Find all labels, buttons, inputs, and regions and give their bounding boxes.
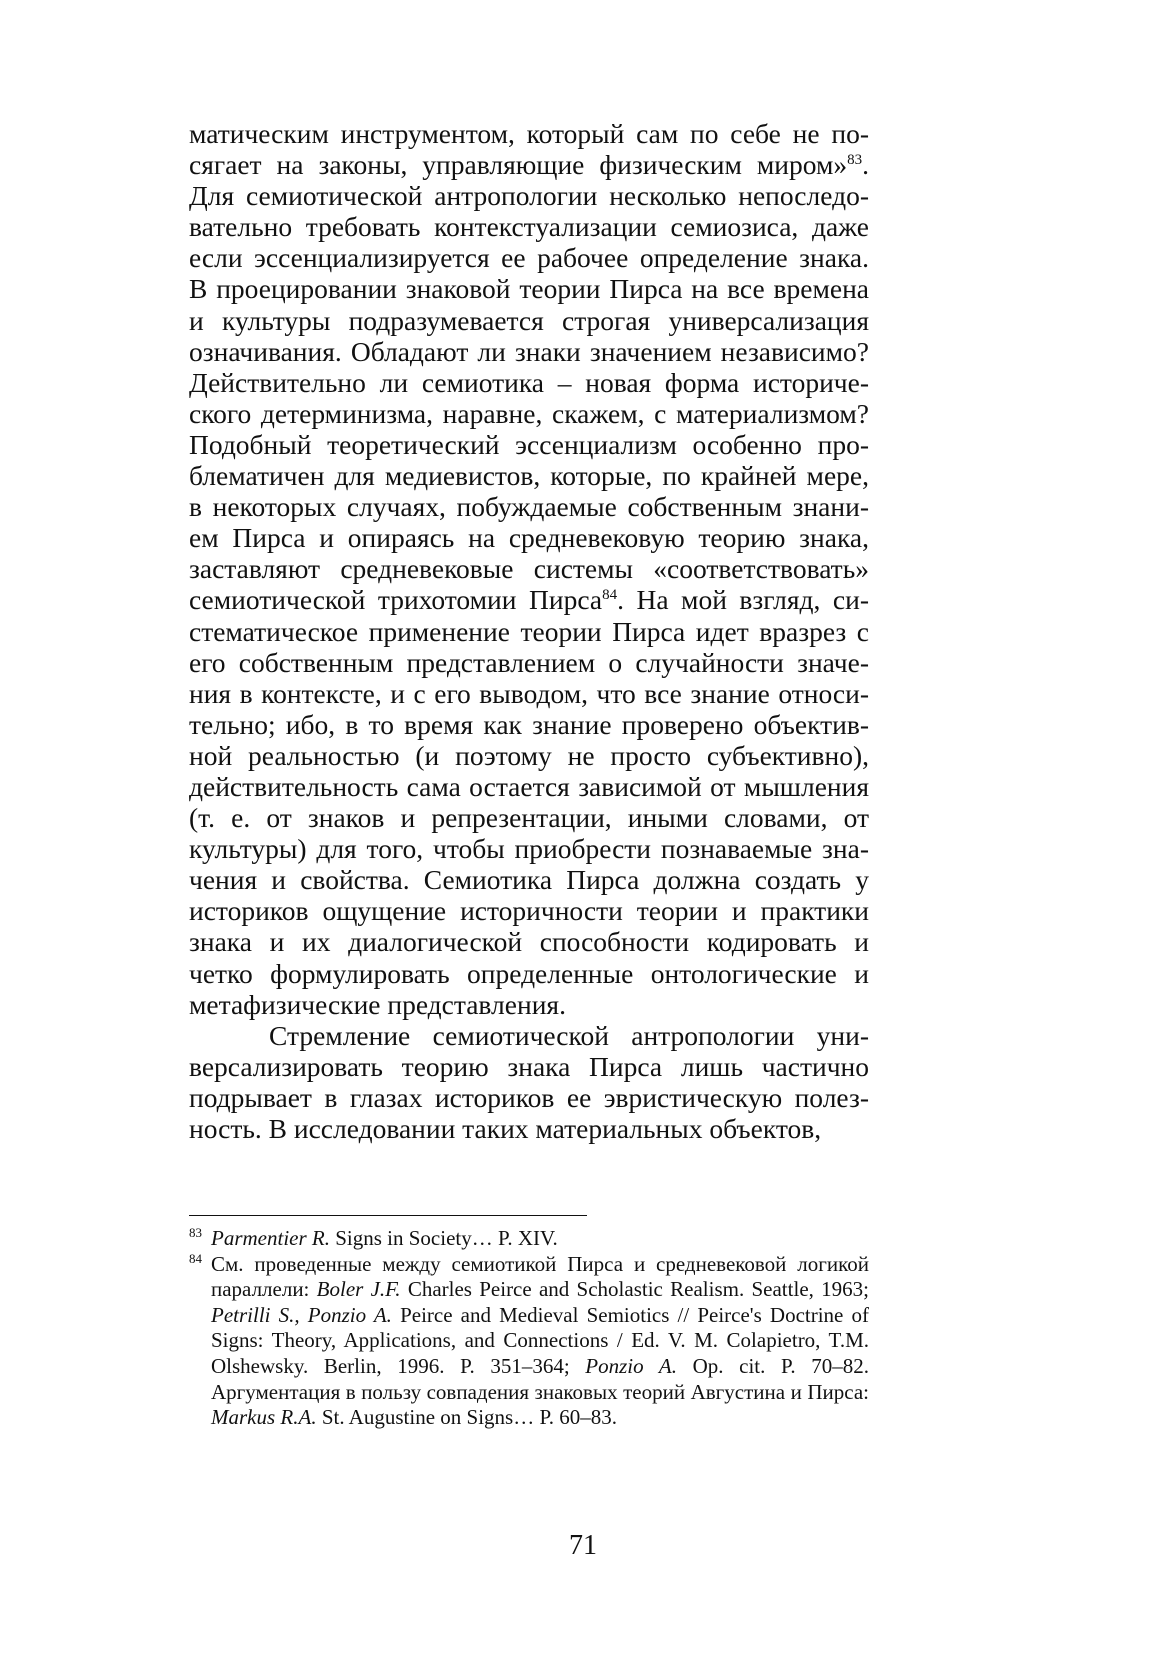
- footnote-84-author-2: Petrilli S., Ponzio A.: [211, 1302, 392, 1327]
- footnote-mark-84: 84: [189, 1250, 202, 1266]
- footnote-ref-83[interactable]: 83: [847, 151, 863, 168]
- paragraph-1-part-3: . На мой взгляд, систематическое применение теории Пирса идет вразрез с его собственным представлением о случайности значения в контексте, и с его выводом, что все знание относительно; ибо, в то время как знание проверено объективной реальностью (и поэтому не просто субъективно), действительность сама остается зависимой от мышления (т. е. от знаков и репрезентации, иными словами, от культуры) для того, чтобы приобрести познаваемые значения и свойства. Семиотика Пирса должна создать у историков ощущение историчности теории и практики знака и их диалогической способности кодировать и четко формулировать определенные онтологические и метафизические представления.: [189, 584, 869, 1020]
- footnote-84-text-2: Charles Peirce and Scholastic Realism. Seattle, 1963;: [400, 1277, 869, 1302]
- footnote-84-text-4: Op. cit. P. 70–82. Аргументация в пользу совпадения знаковых теорий Августина и Пирса:: [211, 1353, 869, 1404]
- footnotes: [189, 1226, 869, 1431]
- footnote-mark-83: 83: [189, 1225, 202, 1240]
- paragraph-1: [189, 118, 869, 1020]
- footnote-84-text-1: См. проведенные между семиотикой Пирса и средневековой логикой параллели:: [211, 1251, 869, 1302]
- footnote-84-text-5: St. Augustine on Signs… P. 60–83.: [316, 1405, 618, 1430]
- footnote-ref-84[interactable]: 84: [602, 587, 618, 604]
- footnote-84-author-4: Markus R.A.: [211, 1405, 317, 1430]
- main-text: [189, 118, 869, 1144]
- footnote-83-author: Parmentier R.: [211, 1226, 330, 1250]
- paragraph-1-part-1: матическим инструментом, который сам по себе не посягает на законы, управляющие физическим миром»: [189, 118, 869, 181]
- footnote-84-text-3: Peirce and Medieval Semiotics // Peirce's Doctrine of Signs: Theory, Applications, and Connections / Ed. V. M. Colapietro, T.M. Olshewsky. Berlin, 1996. P. 351–364;: [211, 1302, 869, 1378]
- footnote-84-author-1: Boler J.F.: [316, 1277, 401, 1302]
- footnote-84-author-3: Ponzio A.: [585, 1353, 677, 1378]
- footnote-83: [189, 1226, 869, 1252]
- footnote-83-text: Signs in Society… P. XIV.: [329, 1226, 558, 1250]
- paragraph-2: Стремление семиотической антропологии универсализировать теорию знака Пирса лишь частично подрывает в глазах историков ее эвристическую полезность. В исследовании таких материальных объектов,: [189, 1019, 869, 1144]
- paragraph-1-part-2: . Для семиотической антропологии несколько непоследовательно требовать контекстуализации семиозиса, даже если эссенциализируется ее рабочее определение знака. В проецировании знаковой теории Пирса на все времена и культуры подразумевается строгая универсализация означивания. Обладают ли знаки значением независимо? Действительно ли семиотика – новая форма исторического детерминизма, наравне, скажем, с материализмом? Подобный теоретический эссенциализм особенно проблематичен для медиевистов, которые, по крайней мере, в некоторых случаях, побуждаемые собственным знанием Пирса и опираясь на средневековую теорию знака, заставляют средневековые системы «соответствовать» семиотической трихотомии Пирса: [189, 149, 869, 616]
- footnote-84: [189, 1252, 869, 1431]
- footnote-divider: [189, 1215, 587, 1216]
- page-number: 71: [569, 1530, 597, 1561]
